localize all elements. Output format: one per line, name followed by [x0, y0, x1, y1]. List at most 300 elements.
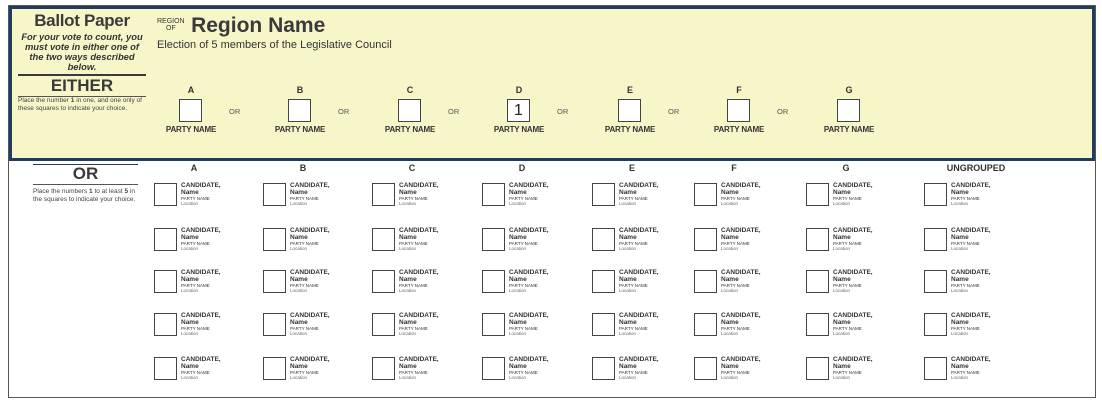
- candidate-location: Location: [833, 288, 851, 293]
- column-heading: C: [408, 163, 416, 173]
- group-f: [709, 85, 799, 145]
- group-vote-square[interactable]: [398, 99, 421, 122]
- candidate-details: [721, 270, 761, 293]
- candidate-surname: CANDIDATE,: [399, 269, 439, 276]
- candidate-surname: CANDIDATE,: [181, 312, 221, 319]
- candidate-location: Location: [833, 246, 851, 251]
- or-label: OR: [338, 107, 350, 116]
- candidate-entry: [263, 183, 363, 207]
- or-label: OR: [448, 107, 460, 116]
- candidate-party: PARTY NAME: [181, 283, 210, 288]
- candidate-details: [509, 270, 549, 293]
- candidate-entry: [482, 228, 582, 252]
- group-letter: F: [736, 85, 742, 95]
- candidate-vote-square[interactable]: [694, 270, 717, 293]
- candidate-surname: CANDIDATE,: [951, 312, 991, 319]
- group-letter: A: [187, 85, 195, 95]
- column-heading: UNGROUPED: [946, 163, 1006, 173]
- candidate-given-name: Name: [181, 318, 199, 326]
- candidate-details: [399, 357, 439, 380]
- candidate-given-name: Name: [399, 362, 417, 370]
- group-vote-square[interactable]: [288, 99, 311, 122]
- candidate-details: [509, 183, 549, 206]
- candidate-vote-square[interactable]: [482, 313, 505, 336]
- candidate-location: Location: [509, 331, 527, 336]
- candidate-location: Location: [290, 201, 308, 206]
- candidate-vote-square[interactable]: [154, 270, 177, 293]
- candidate-location: Location: [721, 201, 739, 206]
- candidate-details: [833, 357, 873, 380]
- candidate-party: PARTY NAME: [181, 196, 210, 201]
- candidate-given-name: Name: [721, 318, 739, 326]
- candidate-location: Location: [951, 288, 969, 293]
- candidate-vote-square[interactable]: [592, 313, 615, 336]
- candidate-location: Location: [399, 246, 417, 251]
- candidate-given-name: Name: [721, 275, 739, 283]
- candidate-details: [290, 228, 330, 251]
- candidate-given-name: Name: [181, 233, 199, 241]
- candidate-location: Location: [951, 246, 969, 251]
- candidate-details: [181, 313, 221, 336]
- above-the-line-section: [9, 6, 1095, 161]
- candidate-party: PARTY NAME: [509, 283, 538, 288]
- candidate-party: PARTY NAME: [399, 196, 428, 201]
- candidate-vote-square[interactable]: [372, 357, 395, 380]
- group-vote-square[interactable]: [179, 99, 202, 122]
- candidate-details: [951, 228, 991, 251]
- candidate-entry: [694, 357, 794, 381]
- candidate-entry: [924, 183, 1024, 207]
- candidate-given-name: Name: [833, 318, 851, 326]
- candidate-given-name: Name: [509, 275, 527, 283]
- candidate-party: PARTY NAME: [181, 241, 210, 246]
- candidate-details: [181, 357, 221, 380]
- candidate-surname: CANDIDATE,: [399, 182, 439, 189]
- candidate-vote-square[interactable]: [154, 228, 177, 251]
- candidate-vote-square[interactable]: [924, 183, 947, 206]
- candidate-entry: [372, 228, 472, 252]
- candidate-entry: [372, 357, 472, 381]
- candidate-entry: [694, 270, 794, 294]
- or-label: OR: [668, 107, 680, 116]
- candidate-party: PARTY NAME: [290, 370, 319, 375]
- group-vote-square[interactable]: [837, 99, 860, 122]
- candidate-details: [509, 357, 549, 380]
- candidate-details: [951, 357, 991, 380]
- ballot-title: Ballot Paper: [34, 11, 130, 30]
- candidate-party: PARTY NAME: [509, 326, 538, 331]
- region-of-label: REGION OF: [157, 18, 185, 32]
- candidate-details: [721, 313, 761, 336]
- group-letter: B: [296, 85, 304, 95]
- candidate-location: Location: [290, 331, 308, 336]
- candidate-location: Location: [181, 246, 199, 251]
- candidate-given-name: Name: [509, 233, 527, 241]
- candidate-given-name: Name: [951, 275, 969, 283]
- candidate-location: Location: [290, 375, 308, 380]
- candidate-vote-square[interactable]: [806, 183, 829, 206]
- candidate-given-name: Name: [721, 188, 739, 196]
- candidate-details: [290, 183, 330, 206]
- region-header: [157, 14, 392, 51]
- candidate-entry: [592, 228, 692, 252]
- candidate-surname: CANDIDATE,: [181, 356, 221, 363]
- candidate-details: [290, 270, 330, 293]
- or-instruction: Place the numbers 1 to at least 5 in the squares to indicate your choice.: [33, 188, 136, 203]
- candidate-vote-square[interactable]: [806, 270, 829, 293]
- candidate-party: PARTY NAME: [290, 283, 319, 288]
- candidate-surname: CANDIDATE,: [833, 227, 873, 234]
- candidate-location: Location: [619, 201, 637, 206]
- candidate-details: [951, 183, 991, 206]
- candidate-location: Location: [721, 246, 739, 251]
- candidate-party: PARTY NAME: [833, 370, 862, 375]
- column-heading: D: [518, 163, 526, 173]
- candidate-entry: [263, 228, 363, 252]
- candidate-location: Location: [951, 375, 969, 380]
- group-d: [489, 85, 579, 145]
- candidate-given-name: Name: [833, 233, 851, 241]
- group-c: [380, 85, 470, 145]
- group-party-name: PARTY NAME: [713, 125, 765, 134]
- candidate-details: [399, 228, 439, 251]
- candidate-entry: [592, 357, 692, 381]
- candidate-surname: CANDIDATE,: [509, 269, 549, 276]
- or-heading: OR: [33, 164, 138, 183]
- candidate-entry: [924, 228, 1024, 252]
- candidate-party: PARTY NAME: [399, 283, 428, 288]
- candidate-vote-square[interactable]: [372, 313, 395, 336]
- candidate-party: PARTY NAME: [721, 241, 750, 246]
- group-party-name: PARTY NAME: [604, 125, 656, 134]
- candidate-details: [399, 183, 439, 206]
- candidate-vote-square[interactable]: [154, 357, 177, 380]
- candidate-given-name: Name: [181, 362, 199, 370]
- candidate-location: Location: [399, 375, 417, 380]
- candidate-surname: CANDIDATE,: [619, 269, 659, 276]
- candidate-party: PARTY NAME: [721, 196, 750, 201]
- candidate-entry: [372, 270, 472, 294]
- group-vote-square[interactable]: 1: [507, 99, 530, 122]
- group-party-name: PARTY NAME: [274, 125, 326, 134]
- candidate-given-name: Name: [833, 275, 851, 283]
- candidate-given-name: Name: [181, 188, 199, 196]
- candidate-given-name: Name: [951, 362, 969, 370]
- candidate-details: [619, 357, 659, 380]
- candidate-vote-square[interactable]: [372, 228, 395, 251]
- candidate-vote-square[interactable]: [263, 313, 286, 336]
- candidate-party: PARTY NAME: [181, 370, 210, 375]
- candidate-details: [509, 228, 549, 251]
- candidate-entry: [592, 183, 692, 207]
- candidate-surname: CANDIDATE,: [721, 182, 761, 189]
- candidate-location: Location: [399, 288, 417, 293]
- candidate-location: Location: [833, 375, 851, 380]
- candidate-vote-square[interactable]: [482, 183, 505, 206]
- candidate-surname: CANDIDATE,: [290, 182, 330, 189]
- candidate-given-name: Name: [399, 188, 417, 196]
- column-heading: F: [731, 163, 737, 173]
- candidate-given-name: Name: [951, 318, 969, 326]
- candidate-vote-square[interactable]: [263, 270, 286, 293]
- or-label: OR: [557, 107, 569, 116]
- candidate-surname: CANDIDATE,: [399, 356, 439, 363]
- candidate-details: [181, 228, 221, 251]
- group-party-name: PARTY NAME: [493, 125, 545, 134]
- candidate-details: [290, 357, 330, 380]
- candidate-surname: CANDIDATE,: [619, 227, 659, 234]
- candidate-given-name: Name: [619, 275, 637, 283]
- candidate-given-name: Name: [399, 318, 417, 326]
- candidate-surname: CANDIDATE,: [399, 227, 439, 234]
- candidate-vote-square[interactable]: [592, 183, 615, 206]
- candidate-party: PARTY NAME: [951, 370, 980, 375]
- candidate-location: Location: [290, 288, 308, 293]
- candidate-vote-square[interactable]: [263, 228, 286, 251]
- candidate-party: PARTY NAME: [509, 196, 538, 201]
- candidate-entry: [482, 313, 582, 337]
- candidate-party: PARTY NAME: [951, 241, 980, 246]
- column-heading: G: [842, 163, 850, 173]
- candidate-party: PARTY NAME: [951, 326, 980, 331]
- candidate-given-name: Name: [509, 318, 527, 326]
- candidate-vote-square[interactable]: [263, 183, 286, 206]
- candidate-details: [833, 228, 873, 251]
- candidate-given-name: Name: [399, 275, 417, 283]
- candidate-surname: CANDIDATE,: [721, 269, 761, 276]
- candidate-given-name: Name: [833, 362, 851, 370]
- candidate-surname: CANDIDATE,: [181, 227, 221, 234]
- candidate-party: PARTY NAME: [619, 241, 648, 246]
- candidate-details: [619, 270, 659, 293]
- candidate-vote-square[interactable]: [482, 270, 505, 293]
- candidate-surname: CANDIDATE,: [619, 182, 659, 189]
- candidate-party: PARTY NAME: [399, 241, 428, 246]
- candidate-entry: [694, 313, 794, 337]
- candidate-given-name: Name: [619, 318, 637, 326]
- candidate-location: Location: [181, 375, 199, 380]
- candidate-entry: [482, 357, 582, 381]
- candidate-location: Location: [181, 201, 199, 206]
- candidate-entry: [694, 183, 794, 207]
- candidate-location: Location: [509, 201, 527, 206]
- candidate-entry: [924, 313, 1024, 337]
- candidate-entry: [806, 313, 906, 337]
- column-heading: E: [628, 163, 635, 173]
- candidate-location: Location: [399, 331, 417, 336]
- candidate-vote-square[interactable]: [482, 357, 505, 380]
- candidate-given-name: Name: [721, 362, 739, 370]
- candidate-given-name: Name: [181, 275, 199, 283]
- election-title: Election of 5 members of the Legislative Council: [157, 39, 392, 51]
- candidate-surname: CANDIDATE,: [509, 356, 549, 363]
- candidate-surname: CANDIDATE,: [721, 312, 761, 319]
- candidate-surname: CANDIDATE,: [290, 312, 330, 319]
- candidate-location: Location: [181, 331, 199, 336]
- candidate-entry: [154, 313, 254, 337]
- candidate-vote-square[interactable]: [592, 270, 615, 293]
- candidate-location: Location: [619, 375, 637, 380]
- candidate-vote-square[interactable]: [806, 313, 829, 336]
- candidate-vote-square[interactable]: [924, 313, 947, 336]
- candidate-location: Location: [833, 331, 851, 336]
- candidate-party: PARTY NAME: [951, 283, 980, 288]
- candidate-party: PARTY NAME: [290, 241, 319, 246]
- candidate-vote-square[interactable]: [592, 357, 615, 380]
- candidate-details: [951, 270, 991, 293]
- candidate-vote-square[interactable]: [924, 357, 947, 380]
- candidate-location: Location: [833, 201, 851, 206]
- candidate-details: [833, 183, 873, 206]
- candidate-given-name: Name: [509, 188, 527, 196]
- ballot-header: [18, 11, 146, 112]
- candidate-location: Location: [399, 201, 417, 206]
- group-party-name: PARTY NAME: [165, 125, 217, 134]
- candidate-location: Location: [951, 331, 969, 336]
- group-letter: G: [845, 85, 853, 95]
- divider: [33, 184, 138, 185]
- candidate-vote-square[interactable]: [372, 270, 395, 293]
- candidate-location: Location: [509, 246, 527, 251]
- candidate-given-name: Name: [290, 318, 308, 326]
- candidate-given-name: Name: [619, 233, 637, 241]
- candidate-location: Location: [721, 331, 739, 336]
- candidate-entry: [372, 183, 472, 207]
- candidate-surname: CANDIDATE,: [509, 182, 549, 189]
- candidate-details: [619, 183, 659, 206]
- candidate-vote-square[interactable]: [154, 183, 177, 206]
- candidate-details: [509, 313, 549, 336]
- candidate-details: [181, 183, 221, 206]
- candidate-party: PARTY NAME: [833, 283, 862, 288]
- candidate-surname: CANDIDATE,: [399, 312, 439, 319]
- candidate-details: [290, 313, 330, 336]
- candidate-party: PARTY NAME: [619, 326, 648, 331]
- candidate-entry: [806, 270, 906, 294]
- candidate-details: [181, 270, 221, 293]
- candidate-details: [619, 228, 659, 251]
- candidate-surname: CANDIDATE,: [721, 356, 761, 363]
- group-letter: C: [406, 85, 414, 95]
- region-name: Region Name: [191, 14, 326, 37]
- candidate-vote-square[interactable]: [924, 228, 947, 251]
- voting-instruction: For your vote to count, you must vote in either one of the two ways described below.: [21, 31, 143, 72]
- candidate-party: PARTY NAME: [509, 241, 538, 246]
- candidate-surname: CANDIDATE,: [951, 182, 991, 189]
- ballot-paper: [8, 5, 1096, 398]
- candidate-vote-square[interactable]: [482, 228, 505, 251]
- candidate-given-name: Name: [290, 233, 308, 241]
- candidate-given-name: Name: [721, 233, 739, 241]
- candidate-details: [721, 357, 761, 380]
- candidate-vote-square[interactable]: [154, 313, 177, 336]
- candidate-location: Location: [290, 246, 308, 251]
- candidate-location: Location: [721, 288, 739, 293]
- candidate-entry: [924, 357, 1024, 381]
- candidate-vote-square[interactable]: [694, 228, 717, 251]
- candidate-details: [721, 228, 761, 251]
- or-label: OR: [229, 107, 241, 116]
- or-label: OR: [777, 107, 789, 116]
- candidate-surname: CANDIDATE,: [833, 356, 873, 363]
- candidate-given-name: Name: [509, 362, 527, 370]
- candidate-surname: CANDIDATE,: [290, 227, 330, 234]
- candidate-location: Location: [721, 375, 739, 380]
- candidate-surname: CANDIDATE,: [833, 312, 873, 319]
- candidate-vote-square[interactable]: [694, 183, 717, 206]
- candidate-vote-square[interactable]: [372, 183, 395, 206]
- candidate-surname: CANDIDATE,: [951, 227, 991, 234]
- candidate-entry: [482, 270, 582, 294]
- candidate-surname: CANDIDATE,: [290, 356, 330, 363]
- group-vote-square[interactable]: [618, 99, 641, 122]
- candidate-vote-square[interactable]: [263, 357, 286, 380]
- candidate-entry: [154, 183, 254, 207]
- candidate-location: Location: [619, 331, 637, 336]
- candidate-surname: CANDIDATE,: [181, 269, 221, 276]
- candidate-entry: [154, 357, 254, 381]
- candidate-entry: [806, 183, 906, 207]
- candidate-vote-square[interactable]: [694, 313, 717, 336]
- column-heading: A: [190, 163, 198, 173]
- group-letter: E: [626, 85, 633, 95]
- candidate-entry: [806, 228, 906, 252]
- candidate-location: Location: [619, 288, 637, 293]
- candidate-vote-square[interactable]: [924, 270, 947, 293]
- candidate-entry: [694, 228, 794, 252]
- candidate-vote-square[interactable]: [806, 357, 829, 380]
- group-vote-square[interactable]: [727, 99, 750, 122]
- candidate-location: Location: [951, 201, 969, 206]
- candidate-surname: CANDIDATE,: [509, 227, 549, 234]
- group-party-name: PARTY NAME: [823, 125, 875, 134]
- candidate-vote-square[interactable]: [694, 357, 717, 380]
- candidate-vote-square[interactable]: [806, 228, 829, 251]
- candidate-details: [951, 313, 991, 336]
- candidate-entry: [924, 270, 1024, 294]
- candidate-location: Location: [509, 375, 527, 380]
- candidate-entry: [806, 357, 906, 381]
- column-heading: B: [299, 163, 307, 173]
- candidate-entry: [482, 183, 582, 207]
- candidate-party: PARTY NAME: [290, 196, 319, 201]
- either-heading: EITHER: [50, 76, 114, 95]
- candidate-party: PARTY NAME: [619, 196, 648, 201]
- candidate-surname: CANDIDATE,: [951, 356, 991, 363]
- candidate-surname: CANDIDATE,: [833, 182, 873, 189]
- candidate-given-name: Name: [399, 233, 417, 241]
- candidate-given-name: Name: [290, 362, 308, 370]
- candidate-entry: [592, 270, 692, 294]
- candidate-surname: CANDIDATE,: [951, 269, 991, 276]
- candidate-given-name: Name: [951, 188, 969, 196]
- group-letter: D: [515, 85, 523, 95]
- candidate-party: PARTY NAME: [951, 196, 980, 201]
- group-party-name: PARTY NAME: [384, 125, 436, 134]
- candidate-party: PARTY NAME: [721, 370, 750, 375]
- candidate-entry: [263, 313, 363, 337]
- candidate-details: [721, 183, 761, 206]
- candidate-surname: CANDIDATE,: [509, 312, 549, 319]
- candidate-details: [833, 313, 873, 336]
- candidate-location: Location: [619, 246, 637, 251]
- candidate-vote-square[interactable]: [592, 228, 615, 251]
- either-instruction: Place the number 1 in one, and one only of these squares to indicate your choice.: [18, 97, 142, 112]
- candidate-surname: CANDIDATE,: [619, 312, 659, 319]
- candidate-surname: CANDIDATE,: [721, 227, 761, 234]
- group-b: [270, 85, 360, 145]
- candidate-surname: CANDIDATE,: [619, 356, 659, 363]
